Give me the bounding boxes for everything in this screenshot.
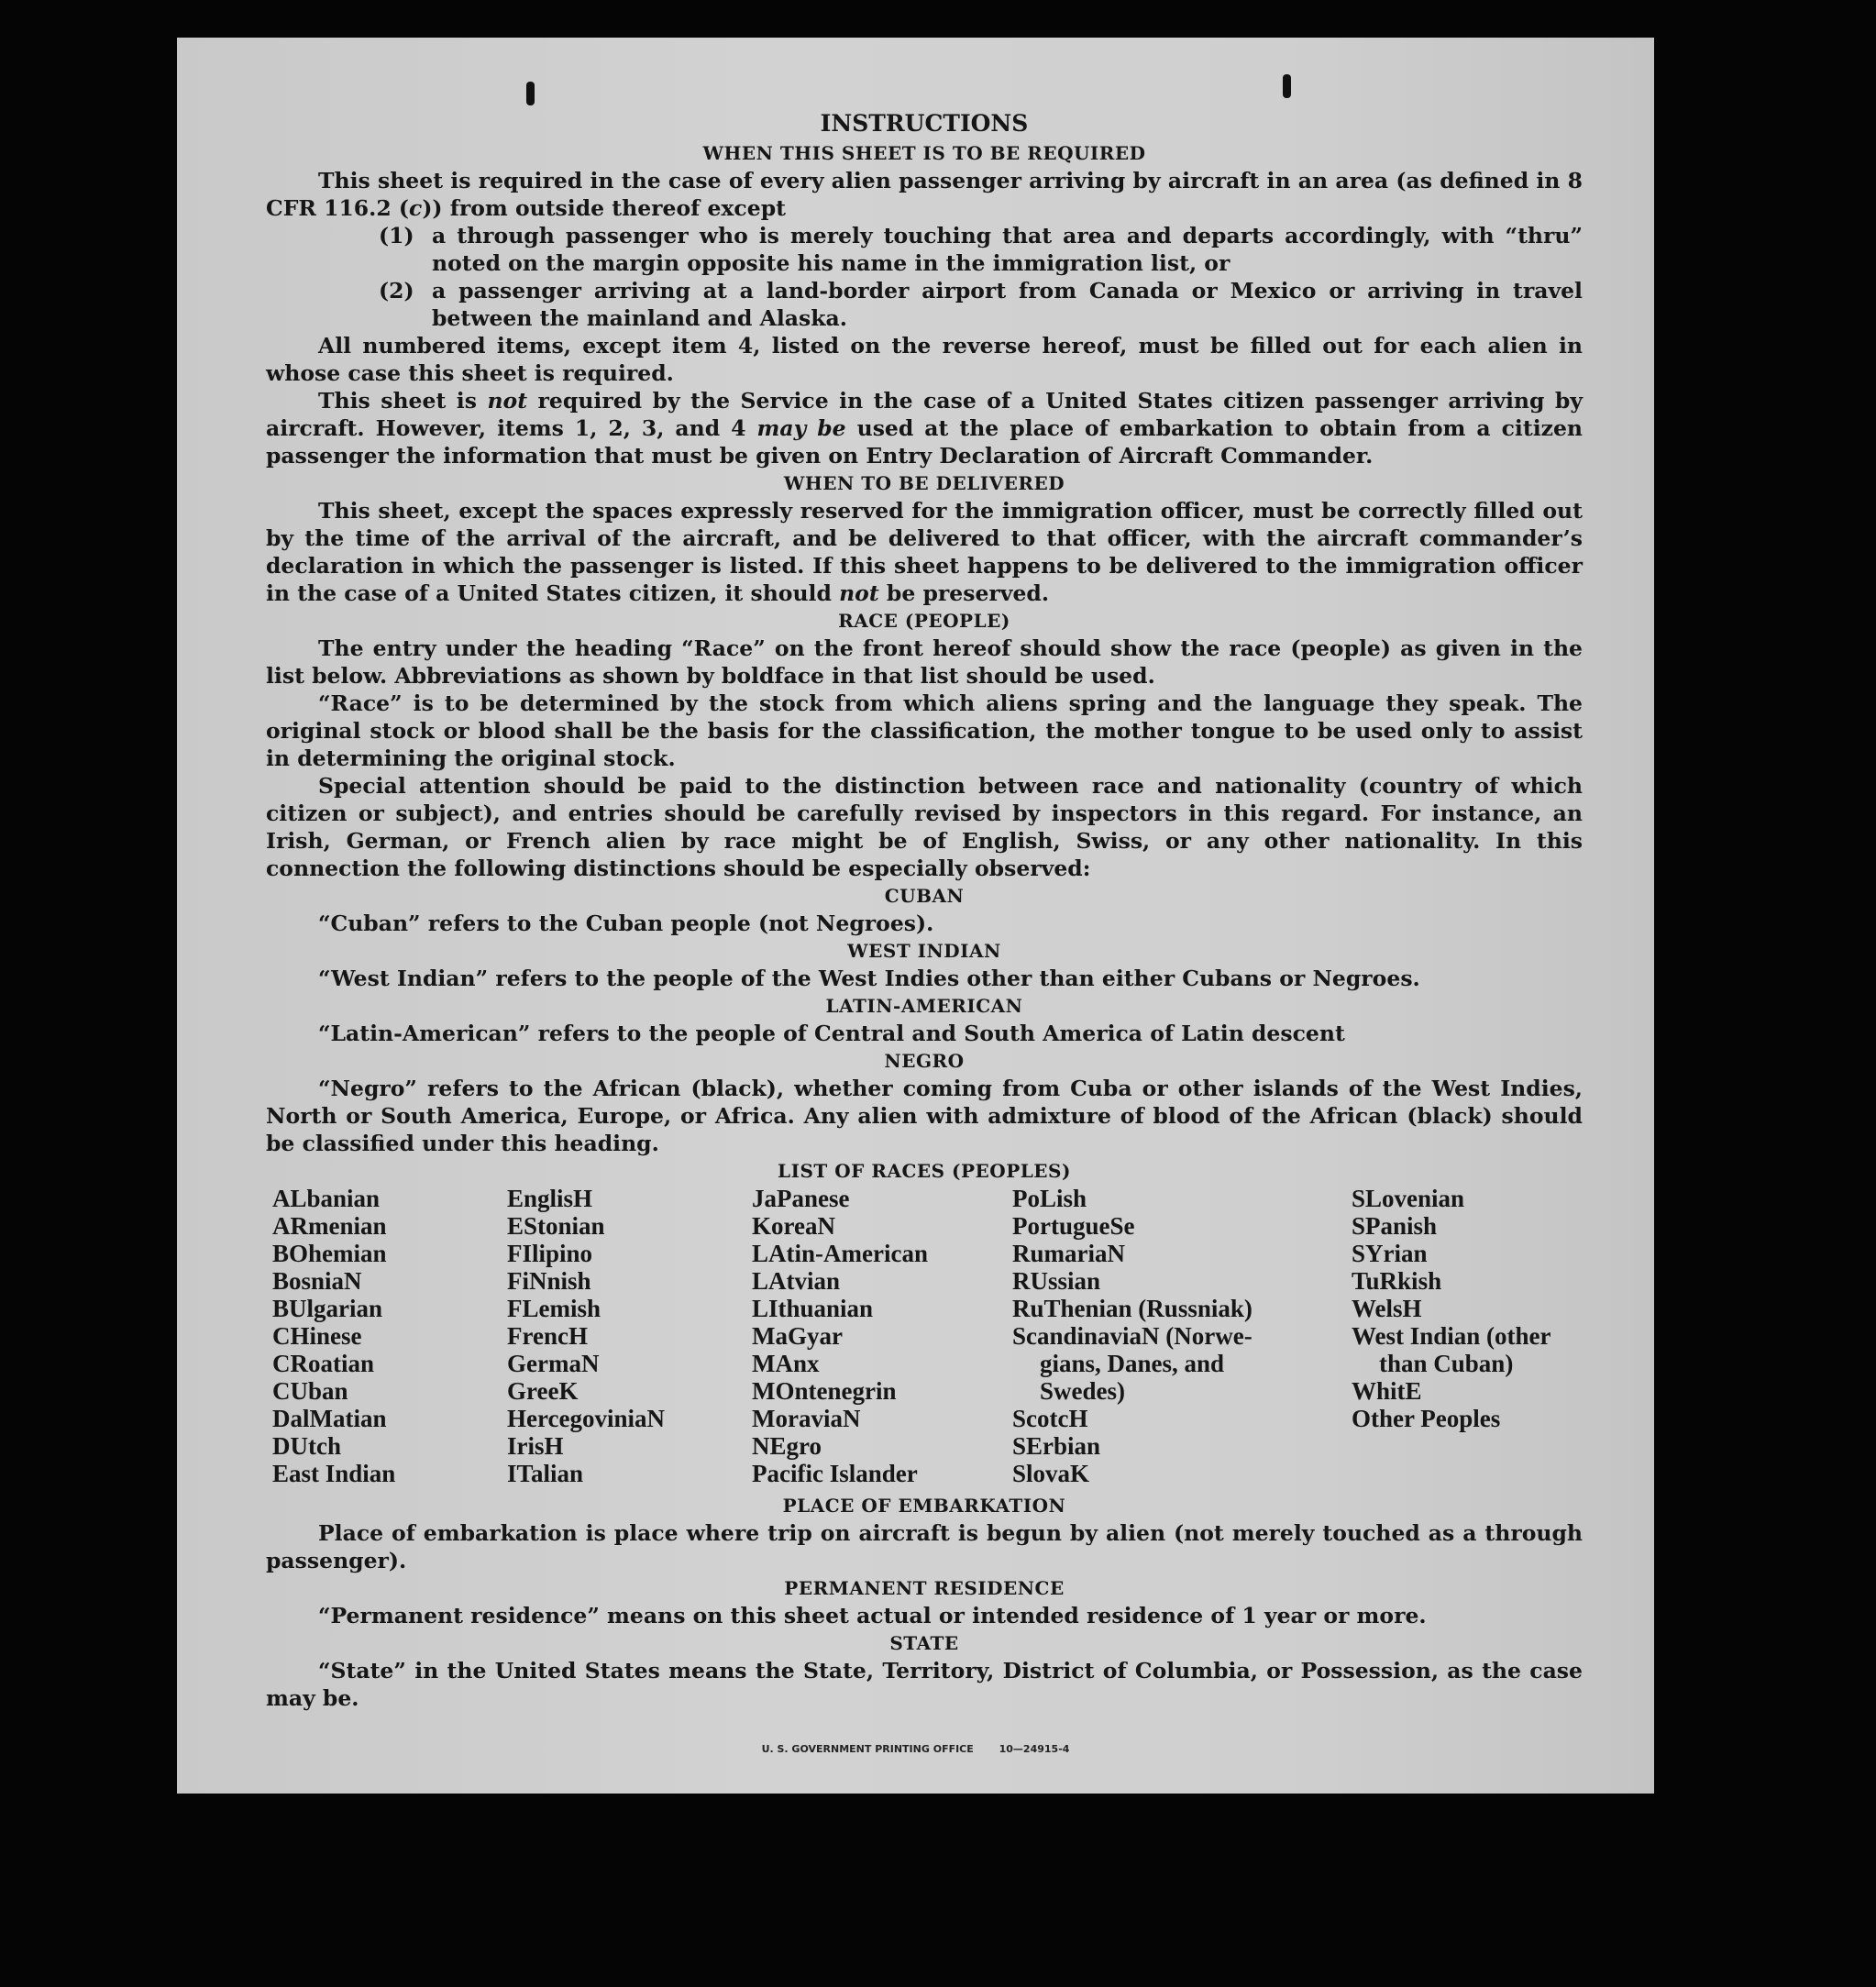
section-heading: NEGRO bbox=[884, 1050, 965, 1072]
race-entry: TuRkish bbox=[1352, 1267, 1442, 1295]
race-entry: KoreaN bbox=[752, 1212, 835, 1240]
section-heading: STATE bbox=[889, 1632, 959, 1654]
paragraph: This sheet, except the spaces expressly reserved for the immigration officer, must be correctly filled out by the time of the arrival of the aircraft, and be delivered to that officer, with the aircraft commander’s declaration in which the passenger is listed. If this sheet happens to be delivered to the immigration officer in the case of a United States citizen, it should not be preserved. bbox=[266, 498, 1583, 606]
printer-name: U. S. GOVERNMENT PRINTING OFFICE bbox=[761, 1743, 974, 1755]
race-entry: BosniaN bbox=[272, 1267, 362, 1295]
race-entry: BUlgarian bbox=[272, 1295, 383, 1322]
paragraph: Place of embarkation is place where trip on aircraft is begun by alien (not merely touched as a through passenger). bbox=[266, 1520, 1583, 1573]
race-entry: HercegoviniaN bbox=[507, 1405, 665, 1432]
race-entry: FIlipino bbox=[507, 1240, 593, 1267]
races-column bbox=[272, 1185, 395, 1487]
paragraph: All numbered items, except item 4, listed on the reverse hereof, must be filled out for each alien in whose case this sheet is required. bbox=[266, 333, 1583, 386]
races-list bbox=[266, 1185, 1583, 1492]
section-heading: WEST INDIAN bbox=[847, 940, 1001, 962]
form-code: 10—24915-4 bbox=[999, 1743, 1070, 1755]
paragraph: “West Indian” refers to the people of the West Indies other than either Cubans or Negroes. bbox=[318, 966, 1420, 991]
race-entry: WelsH bbox=[1352, 1295, 1422, 1322]
punch-mark bbox=[526, 82, 535, 105]
race-entry: Other Peoples bbox=[1352, 1405, 1501, 1432]
races-column bbox=[752, 1185, 928, 1487]
section-heading: LIST OF RACES (PEOPLES) bbox=[778, 1160, 1071, 1182]
race-entry: FLemish bbox=[507, 1295, 601, 1322]
race-entry: gians, Danes, and bbox=[1040, 1350, 1225, 1377]
printer-imprint bbox=[177, 1743, 1654, 1755]
race-entry: IrisH bbox=[507, 1432, 564, 1460]
race-entry: DUtch bbox=[272, 1432, 341, 1460]
paragraph: This sheet is required in the case of every alien passenger arriving by aircraft in an area (as defined in 8 CFR 116.2 (c)) from outside thereof except bbox=[266, 168, 1583, 221]
page-title: INSTRUCTIONS bbox=[820, 110, 1029, 137]
race-entry: MAnx bbox=[752, 1350, 820, 1377]
instructions-body bbox=[266, 108, 1583, 1712]
race-entry: CUban bbox=[272, 1377, 348, 1405]
section-heading: CUBAN bbox=[884, 885, 965, 907]
punch-mark bbox=[1283, 74, 1291, 98]
race-entry: East Indian bbox=[272, 1460, 396, 1487]
list-item: (1) a through passenger who is merely touching that area and departs accordingly, with “thru” noted on the margin opposite his name in the immigration list, or bbox=[379, 223, 1583, 276]
races-column bbox=[1352, 1185, 1551, 1432]
race-entry: GreeK bbox=[507, 1377, 579, 1405]
race-entry: PoLish bbox=[1012, 1185, 1087, 1212]
section-heading: PERMANENT RESIDENCE bbox=[784, 1577, 1065, 1599]
race-entry: ITalian bbox=[507, 1460, 584, 1487]
race-entry: ScandinaviaN (Norwe- bbox=[1012, 1322, 1253, 1350]
race-entry: GermaN bbox=[507, 1350, 600, 1377]
race-entry: ALbanian bbox=[272, 1185, 381, 1212]
race-entry: MoraviaN bbox=[752, 1405, 861, 1432]
race-entry: RuThenian (Russniak) bbox=[1012, 1295, 1253, 1322]
race-entry: EnglisH bbox=[507, 1185, 593, 1212]
race-entry: MaGyar bbox=[752, 1322, 843, 1350]
race-entry: SYrian bbox=[1352, 1240, 1428, 1267]
paragraph: This sheet is not required by the Service in the case of a United States citizen passenger arriving by aircraft. However, items 1, 2, 3, and 4 may be used at the place of embarkation to obtain from a citizen passenger the information that must be given on Entry Declaration of Aircraft Commander. bbox=[266, 388, 1584, 469]
document-page bbox=[177, 38, 1654, 1794]
paragraph: “Cuban” refers to the Cuban people (not Negroes). bbox=[318, 911, 934, 936]
race-entry: MOntenegrin bbox=[752, 1377, 897, 1405]
race-entry: LIthuanian bbox=[752, 1295, 874, 1322]
race-entry: ScotcH bbox=[1012, 1405, 1088, 1432]
paragraph: Special attention should be paid to the distinction between race and nationality (country of which citizen or subject), and entries should be carefully revised by inspectors in this regard. For instance, an Irish, German, or French alien by race might be of English, Swiss, or any other nationality. In this connection the following distinctions should be especially observed: bbox=[266, 773, 1583, 881]
paragraph: The entry under the heading “Race” on the front hereof should show the race (people) as given in the list below. Abbreviations as shown by boldface in that list should be used. bbox=[266, 635, 1583, 689]
section-heading: RACE (PEOPLE) bbox=[838, 610, 1010, 632]
section-heading: PLACE OF EMBARKATION bbox=[782, 1495, 1066, 1517]
race-entry: EStonian bbox=[507, 1212, 605, 1240]
paragraph: “Latin-American” refers to the people of Central and South America of Latin descent bbox=[318, 1021, 1345, 1046]
race-entry: SLovenian bbox=[1352, 1185, 1465, 1212]
list-item: (2) a passenger arriving at a land-border airport from Canada or Mexico or arriving in travel between the mainland and Alaska. bbox=[379, 278, 1583, 331]
race-entry: NEgro bbox=[752, 1432, 822, 1460]
paragraph: “State” in the United States means the State, Territory, District of Columbia, or Possession, as the case may be. bbox=[266, 1658, 1583, 1711]
race-entry: BOhemian bbox=[272, 1240, 387, 1267]
paragraph: “Race” is to be determined by the stock from which aliens spring and the language they speak. The original stock or blood shall be the basis for the classification, the mother tongue to be used only to assist in determining the original stock. bbox=[266, 690, 1583, 771]
race-entry: JaPanese bbox=[752, 1185, 850, 1212]
race-entry: FiNnish bbox=[507, 1267, 591, 1295]
race-entry: DalMatian bbox=[272, 1405, 387, 1432]
race-entry: RumariaN bbox=[1012, 1240, 1125, 1267]
race-entry: Swedes) bbox=[1040, 1377, 1125, 1405]
race-entry: LAtvian bbox=[752, 1267, 841, 1295]
race-entry: SErbian bbox=[1012, 1432, 1101, 1460]
race-entry: Pacific Islander bbox=[752, 1460, 918, 1487]
paragraph: “Permanent residence” means on this sheet actual or intended residence of 1 year or more. bbox=[318, 1603, 1427, 1628]
race-entry: West Indian (other bbox=[1352, 1322, 1551, 1350]
section-heading: WHEN TO BE DELIVERED bbox=[783, 472, 1065, 494]
race-entry: than Cuban) bbox=[1379, 1350, 1514, 1377]
races-column bbox=[1012, 1185, 1253, 1487]
race-entry: WhitE bbox=[1352, 1377, 1422, 1405]
race-entry: CHinese bbox=[272, 1322, 362, 1350]
section-heading: WHEN THIS SHEET IS TO BE REQUIRED bbox=[702, 142, 1146, 164]
race-entry: LAtin-American bbox=[752, 1240, 928, 1267]
race-entry: RUssian bbox=[1012, 1267, 1101, 1295]
race-entry: FrencH bbox=[507, 1322, 588, 1350]
section-heading: LATIN-AMERICAN bbox=[825, 995, 1023, 1017]
race-entry: SPanish bbox=[1352, 1212, 1438, 1240]
race-entry: ARmenian bbox=[272, 1212, 387, 1240]
race-entry: PortugueSe bbox=[1012, 1212, 1135, 1240]
race-entry: CRoatian bbox=[272, 1350, 375, 1377]
race-entry: SlovaK bbox=[1012, 1460, 1090, 1487]
races-column bbox=[507, 1185, 665, 1487]
paragraph: “Negro” refers to the African (black), whether coming from Cuba or other islands of the West Indies, North or South America, Europe, or Africa. Any alien with admixture of blood of the African (black) should be classified under this heading. bbox=[266, 1076, 1583, 1156]
